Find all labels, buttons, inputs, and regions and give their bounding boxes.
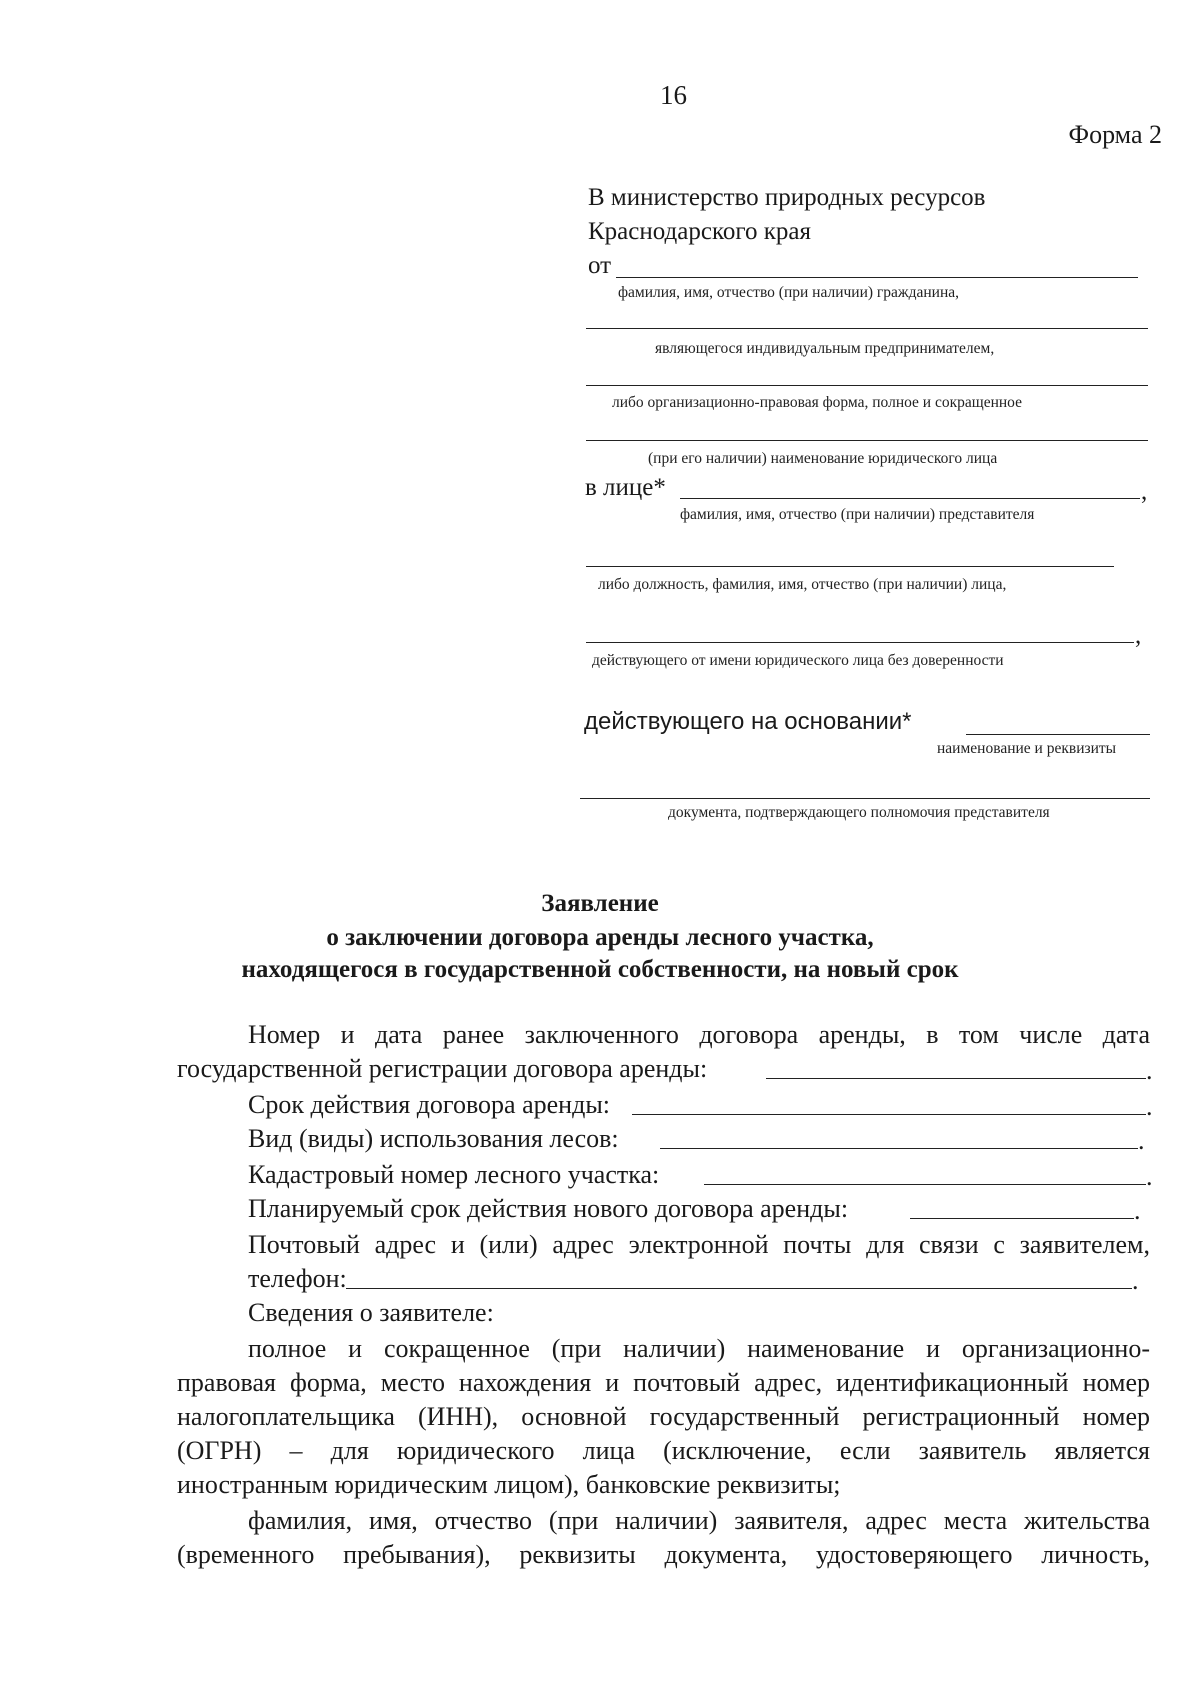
basis-label: действующего на основании* bbox=[584, 708, 912, 735]
basis-document-field[interactable] bbox=[580, 798, 1150, 799]
legal-form-field[interactable] bbox=[586, 385, 1148, 386]
addressee-line-2: Краснодарского края bbox=[588, 218, 811, 245]
period: . bbox=[1146, 1162, 1153, 1191]
planned-term-label: Планируемый срок действия нового договора аренды: bbox=[248, 1194, 849, 1223]
cadastral-field[interactable] bbox=[704, 1184, 1146, 1185]
comma-2: , bbox=[1135, 622, 1142, 649]
cadastral-label: Кадастровый номер лесного участка: bbox=[248, 1160, 660, 1189]
caption-entrepreneur: являющегося индивидуальным предпринимателем, bbox=[655, 340, 995, 357]
applicant-heading: Сведения о заявителе: bbox=[248, 1298, 494, 1327]
caption-legal-entity-name: (при его наличии) наименование юридического лица bbox=[648, 450, 998, 467]
contact-field[interactable] bbox=[346, 1288, 1132, 1289]
in-person-comma: , bbox=[1141, 478, 1148, 505]
legal-text-line-1: полное и сокращенное (при наличии) наименование и организационно- bbox=[248, 1334, 1150, 1363]
usage-field[interactable] bbox=[660, 1148, 1138, 1149]
contract-text-line-2: государственной регистрации договора аренды: bbox=[177, 1054, 708, 1083]
contract-text-line-1: Номер и дата ранее заключенного договора аренды, в том числе дата bbox=[248, 1020, 1150, 1049]
official-field[interactable] bbox=[586, 566, 1114, 567]
period: . bbox=[1132, 1266, 1139, 1295]
person-text-line-2: (временного пребывания), реквизиты документа, удостоверяющего личность, bbox=[177, 1540, 1150, 1569]
usage-label: Вид (виды) использования лесов: bbox=[248, 1124, 619, 1153]
period: . bbox=[1146, 1092, 1153, 1121]
basis-field[interactable] bbox=[966, 734, 1150, 735]
caption-acting-person: действующего от имени юридического лица без доверенности bbox=[592, 652, 1004, 669]
term-label: Срок действия договора аренды: bbox=[248, 1090, 611, 1119]
from-label: от bbox=[588, 252, 612, 279]
title-line-1: Заявление bbox=[541, 890, 659, 917]
person-text-line-1: фамилия, имя, отчество (при наличии) заявителя, адрес места жительства bbox=[248, 1506, 1150, 1535]
title-line-3: находящегося в государственной собственности, на новый срок bbox=[241, 956, 959, 983]
legal-text-line-4: (ОГРН) – для юридического лица (исключение, если заявитель является bbox=[177, 1436, 1150, 1465]
addressee-line-1: В министерство природных ресурсов bbox=[588, 184, 986, 211]
in-person-label: в лице* bbox=[585, 474, 666, 501]
contract-number-field[interactable] bbox=[766, 1078, 1146, 1079]
period: . bbox=[1134, 1196, 1141, 1225]
caption-official: либо должность, фамилия, имя, отчество (при наличии) лица, bbox=[598, 576, 1007, 593]
contact-label-line-1: Почтовый адрес и (или) адрес электронной почты для связи с заявителем, bbox=[248, 1230, 1150, 1259]
period: . bbox=[1146, 1056, 1153, 1085]
caption-basis-name: наименование и реквизиты bbox=[937, 740, 1117, 757]
legal-entity-name-field[interactable] bbox=[586, 440, 1148, 441]
caption-legal-form: либо организационно-правовая форма, полное и сокращенное bbox=[612, 394, 1022, 411]
form-label: Форма 2 bbox=[1068, 120, 1162, 149]
legal-text-line-5: иностранным юридическим лицом), банковские реквизиты; bbox=[177, 1470, 841, 1499]
caption-basis-document: документа, подтверждающего полномочия представителя bbox=[668, 804, 1050, 821]
applicant-name-field[interactable] bbox=[616, 277, 1138, 278]
caption-representative: фамилия, имя, отчество (при наличии) представителя bbox=[680, 506, 1035, 523]
page-number: 16 bbox=[660, 80, 687, 110]
contact-label-line-2: телефон: bbox=[248, 1264, 347, 1293]
legal-text-line-2: правовая форма, место нахождения и почтовый адрес, идентификационный номер bbox=[177, 1368, 1150, 1397]
acting-person-field[interactable] bbox=[586, 642, 1134, 643]
entrepreneur-field[interactable] bbox=[586, 328, 1148, 329]
period: . bbox=[1138, 1126, 1145, 1155]
caption-citizen-name: фамилия, имя, отчество (при наличии) гражданина, bbox=[618, 284, 960, 301]
planned-term-field[interactable] bbox=[910, 1218, 1134, 1219]
term-field[interactable] bbox=[632, 1114, 1146, 1115]
legal-text-line-3: налогоплательщика (ИНН), основной государственный регистрационный номер bbox=[177, 1402, 1150, 1431]
title-line-2: о заключении договора аренды лесного участка, bbox=[326, 924, 874, 951]
representative-field[interactable] bbox=[680, 498, 1140, 499]
